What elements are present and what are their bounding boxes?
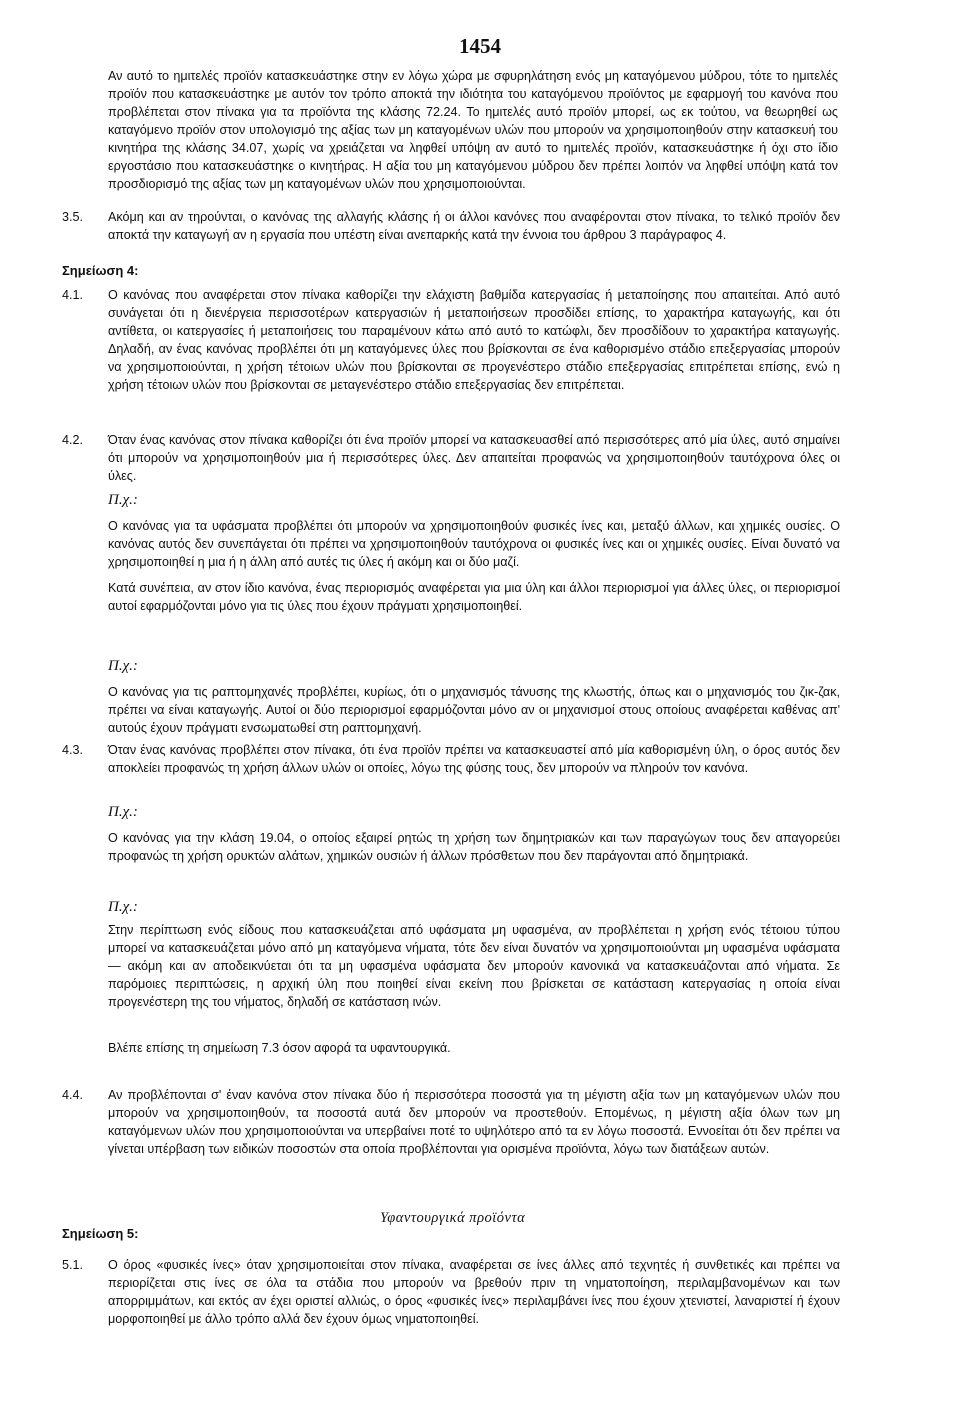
intro-paragraph: Αν αυτό το ημιτελές προϊόν κατασκευάστηκε στην εν λόγω χώρα με σφυρηλάτηση ενός μη καταγόμενου μύδρου, τότε το ημιτελές προϊόν που κατασκευάστηκε με αυτόν τον τρόπο αποκτά την ιδιότητα του καταγόμενου προϊόντος με εφαρμογή του κανόνα που προβλέπεται στον πίνακα για τα προϊόντα της κλάσης 72.24. Το ημιτελές αυτό προϊόν μπορεί, ως εκ τούτου, να θεωρηθεί ως καταγόμενο προϊόν στον υπολογισμό της αξίας των μη καταγομένων υλών που μπορούν να χρησιμοποιηθούν στην κατασκευή του κινητήρα της κλάσης 34.07, χωρίς να χρειάζεται να ληφθεί υπόψη αν αυτό το ημιτελές προϊόν, κατασκευάστηκε ή όχι στο ίδιο εργοστάσιο που κατασκευάστηκε ο κινητήρας. Η αξία του μη καταγόμενου μύδρου δεν πρέπει λοιπόν να ληφθεί υπόψη κατά τον προσδιορισμό της αξίας των μη καταγομένων υλών που χρησιμοποιούνται. (108, 69, 838, 191)
see-also-note: Βλέπε επίσης τη σημείωση 7.3 όσον αφορά τα υφαντουργικά. (108, 1041, 451, 1055)
example-1-followup: Κατά συνέπεια, αν στον ίδιο κανόνα, ένας περιορισμός αναφέρεται για μια ύλη και άλλοι περιορισμοί για άλλες ύλες, οι περιορισμοί αυτοί εφαρμόζονται μόνο για τις ύλες που έχουν πράγματι χρησιμοποιηθεί. (108, 581, 840, 613)
paragraph-text: Ο κανόνας που αναφέρεται στον πίνακα καθορίζει την ελάχιστη βαθμίδα κατεργασίας ή μεταποίησης που απαιτείται. Από αυτό συνάγεται ότι η διενέργεια περισσοτέρων κατεργασιών ή μεταποιήσεων προσδίδει επίσης, το χαρακτήρα καταγωγής, και ότι αντίθετα, οι κατεργασίες ή μεταποιήσεις του παραμένουν κάτω από αυτό το κατώφλι, δεν προσδίδουν το χαρακτήρα καταγωγής. Δηλαδή, αν ένας κανόνας προβλέπει ότι μη καταγόμενες ύλες που βρίσκονται σε ένα καθορισμένο στάδιο επεξεργασίας μπορούν να χρησιμοποιούνται, η χρήση τέτοιων υλών που βρίσκονται σε προγενέστερο στάδιο επεξεργασίας επιτρέπεται επίσης, ενώ η χρήση τέτοιων υλών που βρίσκονται σε μεταγενέστερο στάδιο επεξεργασίας δεν επιτρέπεται. (108, 288, 840, 392)
example-2-text: Ο κανόνας για τις ραπτομηχανές προβλέπει, κυρίως, ότι ο μηχανισμός τάνυσης της κλωστής, όπως και ο μηχανισμός του ζικ-ζακ, πρέπει να είναι καταγωγής. Αυτοί οι δύο περιορισμοί εφαρμόζονται μόνο αν οι μηχανισμοί στους οποίους αναφέρεται καθένας απ' αυτούς έχουν πράγματι ενσωματωθεί στη ραπτομηχανή. (108, 685, 840, 735)
paragraph-text: Όταν ένας κανόνας στον πίνακα καθορίζει ότι ένα προϊόν μπορεί να κατασκευασθεί από περισσότερες από μία ύλες, αυτό σημαίνει ότι μπορούν να χρησιμοποιηθούν μια ή περισσότερες ύλες. Δεν απαιτείται προφανώς να χρησιμοποιηθούν ταυτόχρονα όλες οι ύλες. (108, 433, 840, 483)
example-label: Π.χ.: (108, 492, 138, 508)
paragraph-4-4 (62, 1086, 840, 1158)
paragraph-3-5 (62, 208, 840, 244)
section-title: Υφαντουργικά προϊόντα (380, 1210, 526, 1226)
paragraph-text: Ο όρος «φυσικές ίνες» όταν χρησιμοποιείται στον πίνακα, αναφέρεται σε ίνες άλλες από τεχνητές ή συνθετικές και πρέπει να περιορίζεται στις ίνες σε όλα τα στάδια που μπορούν να βρεθούν πριν τη νηματοποίηση, περιλαμβανομένων και των απορριμμάτων, και εκτός αν έχει οριστεί αλλιώς, ο όρος «φυσικές ίνες» περιλαμβάνει ίνες που έχουν χτενιστεί, λαναριστεί ή έχουν μορφοποιηθεί με άλλο τρόπο αλλά δεν έχουν όμως νηματοποιηθεί. (108, 1258, 840, 1326)
example-label: Π.χ.: (108, 899, 138, 915)
paragraph-number: 4.3. (62, 743, 84, 757)
example-1-text: Ο κανόνας για τα υφάσματα προβλέπει ότι μπορούν να χρησιμοποιηθούν φυσικές ίνες και, μεταξύ άλλων, και χημικές ουσίες. Ο κανόνας αυτός δεν συνεπάγεται ότι πρέπει να χρησιμοποιηθούν ταυτόχρονα οι φυσικές ίνες και οι χημικές ουσίες. Είναι δυνατό να χρησιμοποιηθεί η μια ή η άλλη από αυτές τις ύλες ή ακόμη και οι δύο μαζί. (108, 519, 840, 569)
page-number: 1454 (459, 34, 501, 58)
paragraph-5-1 (62, 1256, 840, 1328)
paragraph-number: 4.1. (62, 288, 84, 302)
paragraph-number: 5.1. (62, 1258, 84, 1272)
example-label: Π.χ.: (108, 658, 138, 674)
note-5-heading: Σημείωση 5: (62, 1226, 139, 1241)
example-label: Π.χ.: (108, 804, 138, 820)
paragraph-number: 4.4. (62, 1088, 84, 1102)
paragraph-text: Αν προβλέπονται σ' έναν κανόνα στον πίνακα δύο ή περισσότερα ποσοστά για τη μέγιστη αξία των μη καταγόμενων υλών που μπορούν να χρησιμοποιηθούν, τα ποσοστά αυτά δεν μπορούν να προστεθούν. Επομένως, η μέγιστη αξία όλων των μη καταγόμενων υλών που χρησιμοποιούνται να υπερβαίνει ποτέ το υψηλότερο από τα εν λόγω ποσοστά. Εννοείται ότι δεν πρέπει να γίνεται υπέρβαση των ειδικών ποσοστών στα οποία προβλέπονται για ορισμένα προϊόντα, λόγω των διατάξεων αυτών. (108, 1088, 840, 1156)
paragraph-number: 4.2. (62, 433, 84, 447)
example-4-text: Στην περίπτωση ενός είδους που κατασκευάζεται από υφάσματα μη υφασμένα, αν προβλέπεται η χρήση ενός τέτοιου τύπου μπορεί να κατασκευάζεται μόνο από μη καταγόμενα νήματα, τότε δεν είναι δυνατόν να χρησιμοποιούνται μη υφασμένα υφάσματα — ακόμη και αν αποδεικνύεται ότι τα μη υφασμένα υφάσματα δεν μπορούν κανονικά να κατασκευάζονται από νήματα. Σε παρόμοιες περιπτώσεις, η αρχική ύλη που ποιηθεί είναι εκείνη που βρίσκεται σε κατάσταση κατεργασίας η οποία είναι προγενέστερη της του νήματος, δηλαδή σε κατάσταση ινών. (108, 923, 840, 1009)
example-3-text: Ο κανόνας για την κλάση 19.04, ο οποίος εξαιρεί ρητώς τη χρήση των δημητριακών και των παραγώγων τους δεν απαγορεύει προφανώς τη χρήση ορυκτών αλάτων, χημικών ουσιών ή άλλων πρόσθετων που δεν παράγονται από δημητριακά. (108, 831, 840, 863)
paragraph-4-3 (62, 741, 840, 777)
paragraph-text: Όταν ένας κανόνας προβλέπει στον πίνακα, ότι ένα προϊόν πρέπει να κατασκευαστεί από μία καθορισμένη ύλη, ο όρος αυτός δεν αποκλείει προφανώς τη χρήση άλλων υλών οι οποίες, λόγω της φύσης τους, δεν μπορούν να πληρούν τον κανόνα. (108, 743, 840, 775)
paragraph-number: 3.5. (62, 210, 84, 224)
note-4-heading: Σημείωση 4: (62, 263, 139, 278)
paragraph-4-2 (62, 431, 840, 485)
paragraph-4-1 (62, 286, 840, 394)
paragraph-text: Ακόμη και αν τηρούνται, ο κανόνας της αλλαγής κλάσης ή οι άλλοι κανόνες που αναφέρονται στον πίνακα, το τελικό προϊόν δεν αποκτά την καταγωγή αν η εργασία που υπέστη είναι ανεπαρκής κατά την έννοια του άρθρου 3 παράγραφος 4. (108, 210, 840, 242)
